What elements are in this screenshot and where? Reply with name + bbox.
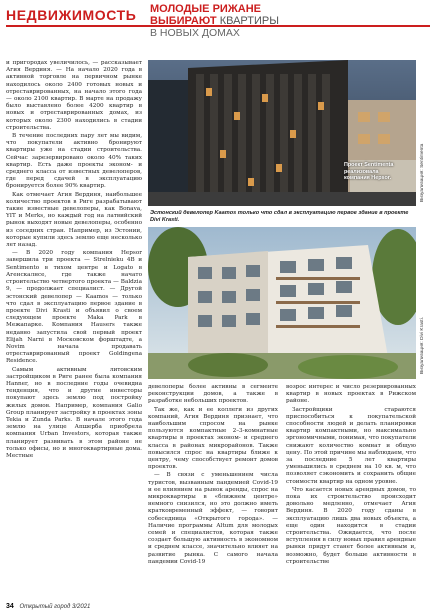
- article-column-3: [286, 384, 416, 602]
- headline: [150, 3, 430, 55]
- page-number: 34: [6, 603, 14, 610]
- paragraph: и пригородах увеличилось, — рассказывает Агия Вердиня. — На начало 2020 года в активной торговле на первичном рынке находилось около 2400 готовых новых и отреставрированных, на начало этого года — около 2100 квартир. В марте на продажу было выставлено более 4200 квартир в новых и отреставрированных домах, из которых около 2300 находились в стадии строительства.: [6, 60, 142, 131]
- paragraph: Как отмечает Агия Вердиня, наибольшее количество проектов в Риге разрабатывают такие известные девелоперы, как Bonava, YIT и Merks, но каждый год на латвийский рынок выходят новые девелоперы, особенно из соседних стран. Например, из Эстонии, которые купили здесь землю еще несколько лет назад.: [6, 191, 142, 249]
- paragraph: возрос интерес и число резервированных квартир в новых проектах в Рижском районе.: [286, 384, 416, 405]
- paragraph: Что касается новых арендных домов, то пока их строительство происходит довольно медленно, отмечает Агия Вердиня. В 2020 году сданы в эксплуатацию лишь два новых объекта, а еще один находится в стадии строительства. Ожидается, что после вступления в силу новых правил арендные рынки придут станет более активным и, возможно, будет больше активности в строительстве: [286, 486, 416, 565]
- article-column-1: [6, 60, 142, 602]
- article-column-2: [148, 384, 278, 602]
- paragraph: Так же, как и ее коллеги из других компаний, Агия Вердиня признает, что наибольшим спросом на рынке пользуются компактные 2–3-комнатные квартиры в проектах эконом- и среднего класса в районах микрорайонов. Также повысился спрос на квартиры ближе к центру, чему способствует ремонт домов проектов.: [148, 406, 278, 471]
- headline-line-3: В НОВЫХ ДОМАХ: [150, 27, 240, 39]
- paragraph: В течение последних пару лет мы видим, что покупатели активно бронируют квартиры уже на стадии строительства. Сейчас зарезервировано около 40% таких квартир. Есть даже проекты эконом- и среднего класса от известных девелоперов, где перед сдачей в эксплуатацию бронируется более 90% квартир.: [6, 133, 142, 190]
- building-dark-image: [148, 60, 416, 206]
- paragraph: — В связи с уменьшением числа туристов, вызванным пандемией Covid-19 и ее влиянием на рынок аренды, спрос на микроквартиры в «ближнем центре» немного снизился, но это должно иметь кратковременный эффект, — говорит собеседница «Открытого города». — Наличие программы Altum для молодых семей и специалистов, которая также создает большую активность в экономном и среднем классе, значительно влияет на развитие рынка. С самого начала пандемии Covid-19: [148, 472, 278, 565]
- bottom-photo-credit: Визуализация: Divi Krasti.: [420, 317, 425, 374]
- paragraph: Самым активным литовским застройщиком в Риге ранее была компания Hanner, но в последние годы очевидна тенденция, что и другие инвесторы покупают здесь землю под постройку жилых домов. Например, компания Galio Group планирует застройку в проектах зоны Tekia и Zunda Parks. В начале этого года землю на улице Апшерба приобрела компания Urban Investors, которая также планирует развивать в этом районе не только офисы, но и многоквартирные дома. Местные: [6, 366, 142, 459]
- middle-photo-caption: Эстонский девелопер Kaamos только что сдал в эксплуатацию первое здание в проекте Divi Krasti.: [150, 210, 409, 223]
- top-photo-building: [148, 60, 416, 206]
- headline-line-2: [150, 15, 279, 27]
- top-photo-caption: Проект Sentimenta реализовала компания Hepsor.: [344, 162, 394, 181]
- paragraph: Застройщики стараются приспособиться к покупательской способности людей и делать планировки квартир компактными, но максимально эргономичными, понимая, что покупатели снижают количество комнат и общую цену. По этой причине мы наблюдаем, что за последние 5 лет квартиры уменьшились в среднем на 10 кв. м, что позволяет сэкономить и сохранить общие стоимости квартир на одном уровне.: [286, 406, 416, 485]
- headline-accent: ВЫБИРАЮТ: [150, 15, 217, 27]
- building-light-image: [148, 227, 416, 379]
- bottom-photo-building: [148, 227, 416, 379]
- publication-name: Открытый город 3/2021: [19, 604, 91, 610]
- section-title: НЕДВИЖИМОСТЬ: [6, 7, 137, 23]
- top-photo-credit: Визуализация: Sentimenta: [420, 143, 425, 202]
- page-footer: [6, 603, 90, 610]
- paragraph: — В 2020 году компания Hepsor завершила три проекта — Strelnieku 4B и Sentimento в тихом центре и Logato в Агенскалнсе, где также начато строительство четвертого проекта — Baldzia 9, — продолжает специалист. — Другой эстонский девелопер — Kaamos — только что сдал в эксплуатацию первое здание в проекте Divi Krasti и объявил о своем следующем проекте Maka Park в Межапарке. Компания Hausers также недавно запустила свой первый проект Elijah Narni в Московском форштадте, а Novim начала продавать отреставрированный проект Goldingena Residence.: [6, 250, 142, 365]
- headline-line-1: МОЛОДЫЕ РИЖАНЕ: [150, 3, 261, 15]
- headline-line-2-rest: КВАРТИРЫ: [216, 15, 279, 27]
- paragraph: девелоперы более активны в сегменте реконструкции домов, а также в разработке небольших проектов.: [148, 384, 278, 405]
